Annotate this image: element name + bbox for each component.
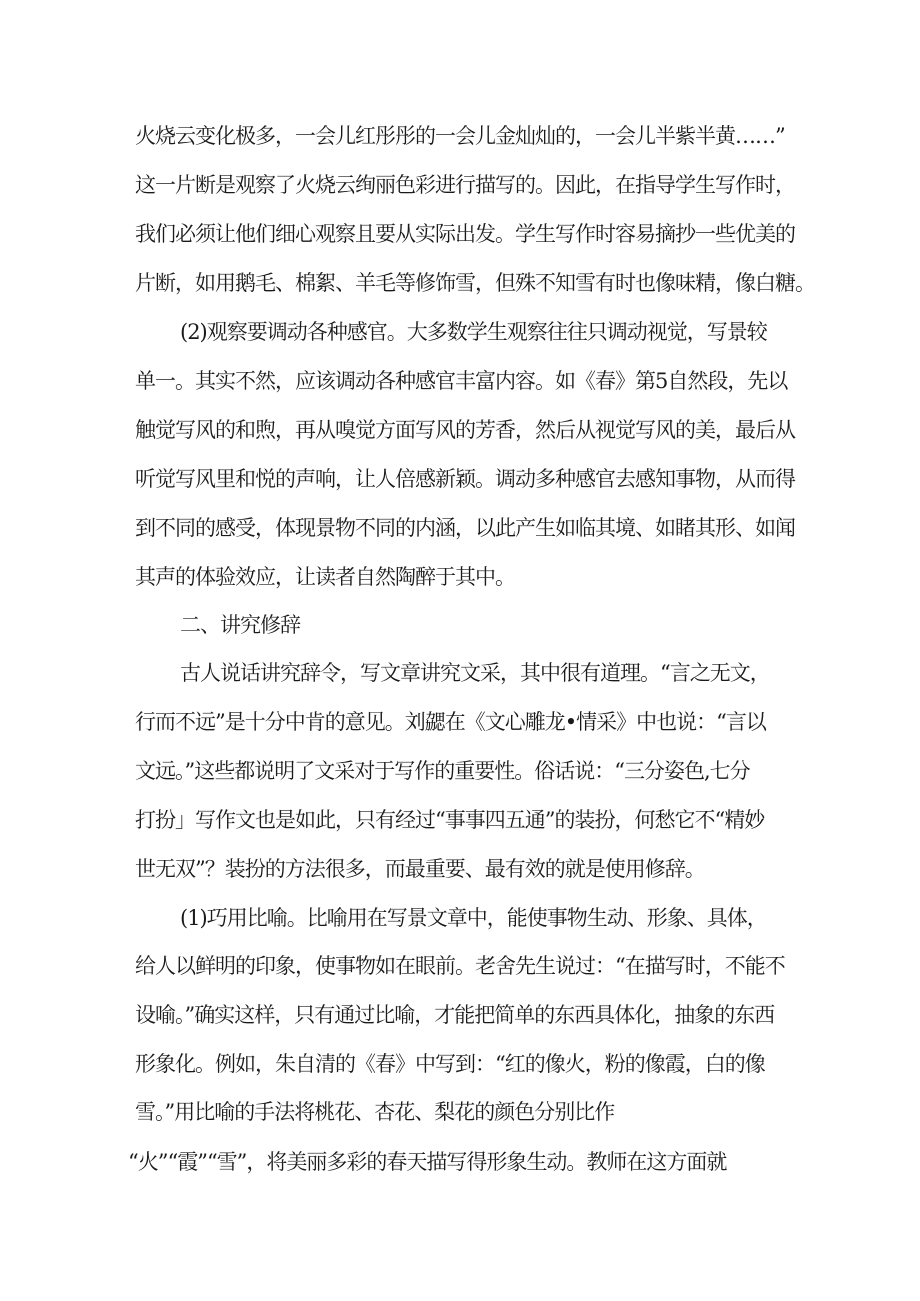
text-line-10: 其声的体验效应，让读者自然陶醉于其中。 [135, 565, 515, 589]
text-line-7: 触觉写风的和煦，再从嗅觉方面写风的芳香，然后从视觉写风的美，最后从 [135, 418, 795, 442]
text-line-17: (1)巧用比喻。比喻用在写景文章中，能使事物生动、形象、具体， [180, 906, 767, 930]
text-line-13: 行而不远”是十分中肯的意见。刘勰在《文心雕龙•情采》中也说：“言以 [135, 710, 766, 734]
text-line-12: 古人说话讲究辞令，写文章讲究文采，其中很有道理。“言之无文， [180, 661, 770, 685]
text-line-14: 文远。”这些都说明了文采对于写作的重要性。俗话说：“三分姿色,七分 [135, 759, 750, 783]
text-line-18: 给人以鲜明的印象，使事物如在眼前。老舍先生说过：“在描写时，不能不 [135, 954, 785, 978]
text-line-2: 这一片断是观察了火烧云绚丽色彩进行描写的。因此，在指导学生写作时， [135, 173, 795, 197]
text-line-4: 片断，如用鹅毛、棉絮、羊毛等修饰雪，但殊不知雪有时也像味精，像白糖。 [135, 271, 815, 295]
text-line-9: 到不同的感受，体现景物不同的内涵，以此产生如临其境、如睹其形、如闻 [135, 516, 795, 540]
text-line-6: 单一。其实不然，应该调动各种感官丰富内容。如《春》第5自然段，先以 [135, 369, 788, 393]
text-line-21: 雪。”用比喻的手法将桃花、杏花、梨花的颜色分别比作 [135, 1100, 615, 1124]
text-line-19: 设喻。”确实这样，只有通过比喻，才能把简单的东西具体化，抽象的东西 [135, 1003, 775, 1027]
text-line-22: “火”“霞”“雪”，将美丽多彩的春天描写得形象生动。教师在这方面就 [128, 1150, 727, 1174]
section-heading: 二、讲究修辞 [180, 613, 300, 637]
text-line-3: 我们必须让他们细心观察且要从实际出发。学生写作时容易摘抄一些优美的 [135, 222, 795, 246]
text-line-8: 听觉写风里和悦的声响，让人倍感新颖。调动多种感官去感知事物，从而得 [135, 467, 795, 491]
text-line-15: 打扮」写作文也是如此，只有经过“事事四五通”的装扮，何愁它不“精妙 [135, 808, 765, 832]
text-line-20: 形象化。例如，朱自清的《春》中写到：“红的像火，粉的像霞，白的像 [135, 1052, 765, 1076]
text-line-1: 火烧云变化极多，一会儿红彤彤的一会儿金灿灿的，一会儿半紫半黄……” [135, 124, 785, 148]
text-line-16: 世无双”？装扮的方法很多，而最重要、最有效的就是使用修辞。 [135, 857, 705, 881]
text-line-5: (2)观察要调动各种感官。大多数学生观察往往只调动视觉，写景较 [180, 320, 767, 344]
